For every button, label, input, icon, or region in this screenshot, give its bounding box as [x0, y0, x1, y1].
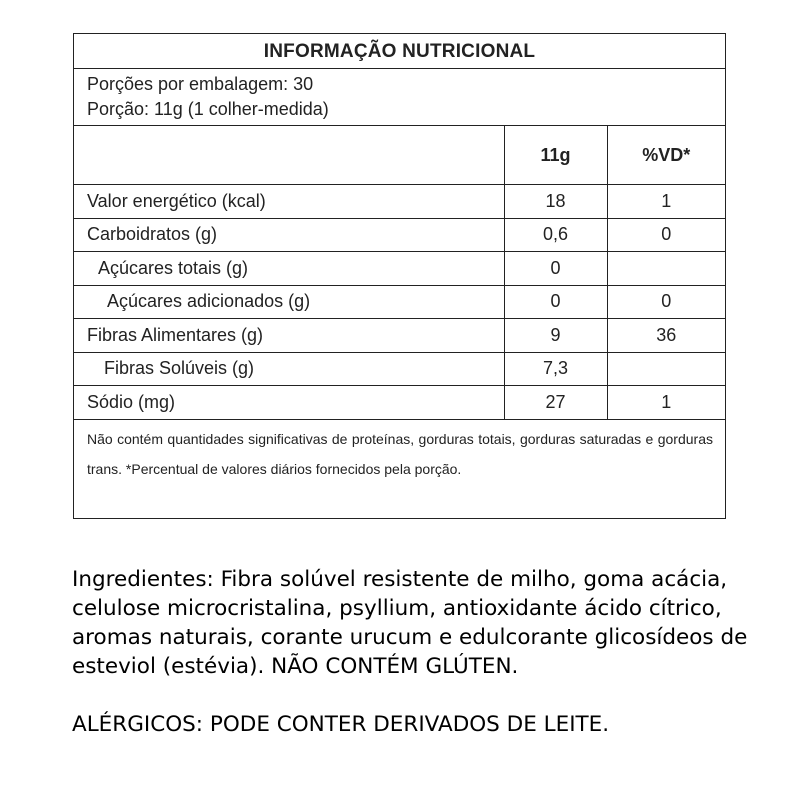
header-dv-cell: %VD*: [607, 126, 725, 185]
table-row: [74, 218, 725, 252]
nutrient-name: Fibras Solúveis (g): [74, 352, 504, 386]
ingredients-text: Ingredientes: Fibra solúvel resistente de milho, goma acácia, celulose microcristalina, psyllium, antioxidante ácido cítrico, aromas naturais, corante urucum e edulcorante glicosídeos de esteviol (estévia). NÃO CONTÉM GLÚTEN.: [72, 567, 748, 679]
nutrient-name: Valor energético (kcal): [74, 185, 504, 219]
nutrient-amount: 18: [504, 185, 607, 219]
table-row: [74, 352, 725, 386]
nutrient-name: Carboidratos (g): [74, 218, 504, 252]
nutrient-dv: 0: [607, 285, 725, 319]
nutrient-dv: [607, 352, 725, 386]
nutrient-amount: 0,6: [504, 218, 607, 252]
nutrient-amount: 0: [504, 252, 607, 286]
table-row: [74, 319, 725, 353]
table-row: [74, 185, 725, 219]
nutrient-dv: 36: [607, 319, 725, 353]
label-footnote: Não contém quantidades significativas de proteínas, gorduras totais, gorduras saturadas e gorduras trans. *Percentual de valores diários fornecidos pela porção.: [87, 430, 713, 477]
table-row: [74, 386, 725, 420]
header-amount-cell: 11g: [504, 126, 607, 185]
product-text: [72, 565, 752, 739]
nutrient-dv: 1: [607, 386, 725, 420]
nutrient-dv: 0: [607, 218, 725, 252]
nutrient-name: Açúcares totais (g): [74, 252, 504, 286]
servings-per-package: Porções por embalagem: 30: [87, 74, 314, 94]
nutrition-table: [74, 126, 725, 420]
portion-info: [74, 69, 725, 126]
nutrient-amount: 9: [504, 319, 607, 353]
nutrient-dv: 1: [607, 185, 725, 219]
nutrient-name: Fibras Alimentares (g): [74, 319, 504, 353]
nutrient-name: Açúcares adicionados (g): [74, 285, 504, 319]
nutrient-amount: 0: [504, 285, 607, 319]
allergens-text: ALÉRGICOS: PODE CONTER DERIVADOS DE LEITE.: [72, 712, 610, 737]
nutrient-dv: [607, 252, 725, 286]
table-row: [74, 285, 725, 319]
nutrient-amount: 27: [504, 386, 607, 420]
header-name-cell: [74, 126, 504, 185]
nutrient-amount: 7,3: [504, 352, 607, 386]
nutrient-name: Sódio (mg): [74, 386, 504, 420]
serving-size: Porção: 11g (1 colher-medida): [87, 99, 329, 119]
table-row: [74, 252, 725, 286]
label-title: INFORMAÇÃO NUTRICIONAL: [74, 34, 725, 69]
nutrition-facts-label: [73, 33, 726, 519]
table-header-row: [74, 126, 725, 185]
